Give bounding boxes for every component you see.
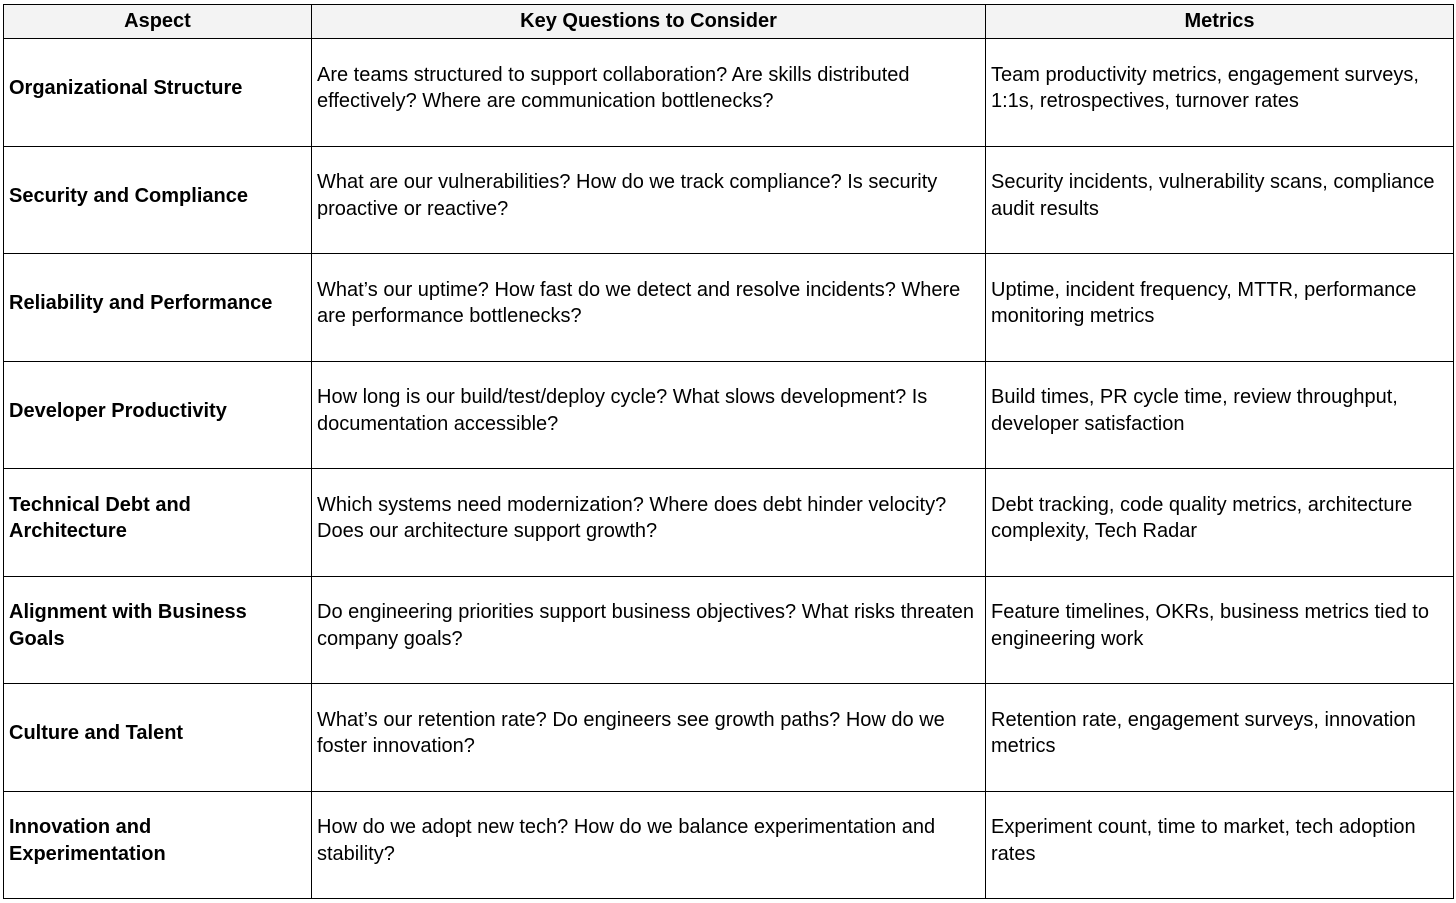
metrics-cell: Build times, PR cycle time, review throughput, developer satisfaction [986, 361, 1454, 469]
aspect-cell: Organizational Structure [4, 39, 312, 147]
table-row [4, 791, 1454, 899]
aspect-cell: Innovation and Experimentation [4, 791, 312, 899]
questions-cell: What are our vulnerabilities? How do we track compliance? Is security proactive or reactive? [312, 146, 986, 254]
questions-cell: How do we adopt new tech? How do we balance experimentation and stability? [312, 791, 986, 899]
metrics-cell: Security incidents, vulnerability scans, compliance audit results [986, 146, 1454, 254]
metrics-cell: Retention rate, engagement surveys, innovation metrics [986, 684, 1454, 792]
aspect-cell: Reliability and Performance [4, 254, 312, 362]
metrics-cell: Experiment count, time to market, tech adoption rates [986, 791, 1454, 899]
column-header-key-questions: Key Questions to Consider [312, 5, 986, 39]
questions-cell: What’s our uptime? How fast do we detect and resolve incidents? Where are performance bottlenecks? [312, 254, 986, 362]
metrics-cell: Debt tracking, code quality metrics, architecture complexity, Tech Radar [986, 469, 1454, 577]
table-row [4, 361, 1454, 469]
header-row [4, 5, 1454, 39]
metrics-cell: Team productivity metrics, engagement surveys, 1:1s, retrospectives, turnover rates [986, 39, 1454, 147]
aspect-cell: Security and Compliance [4, 146, 312, 254]
table-row [4, 39, 1454, 147]
questions-cell: How long is our build/test/deploy cycle? What slows development? Is documentation accessible? [312, 361, 986, 469]
column-header-metrics: Metrics [986, 5, 1454, 39]
aspect-cell: Culture and Talent [4, 684, 312, 792]
metrics-cell: Uptime, incident frequency, MTTR, performance monitoring metrics [986, 254, 1454, 362]
table-row [4, 469, 1454, 577]
column-header-aspect: Aspect [4, 5, 312, 39]
questions-cell: Do engineering priorities support business objectives? What risks threaten company goals? [312, 576, 986, 684]
table-row [4, 684, 1454, 792]
table-row [4, 146, 1454, 254]
assessment-table [3, 4, 1454, 899]
metrics-cell: Feature timelines, OKRs, business metrics tied to engineering work [986, 576, 1454, 684]
questions-cell: What’s our retention rate? Do engineers see growth paths? How do we foster innovation? [312, 684, 986, 792]
questions-cell: Are teams structured to support collaboration? Are skills distributed effectively? Where are communication bottlenecks? [312, 39, 986, 147]
table-row [4, 254, 1454, 362]
table-row [4, 576, 1454, 684]
aspect-cell: Alignment with Business Goals [4, 576, 312, 684]
questions-cell: Which systems need modernization? Where does debt hinder velocity? Does our architecture support growth? [312, 469, 986, 577]
aspect-cell: Technical Debt and Architecture [4, 469, 312, 577]
aspect-cell: Developer Productivity [4, 361, 312, 469]
